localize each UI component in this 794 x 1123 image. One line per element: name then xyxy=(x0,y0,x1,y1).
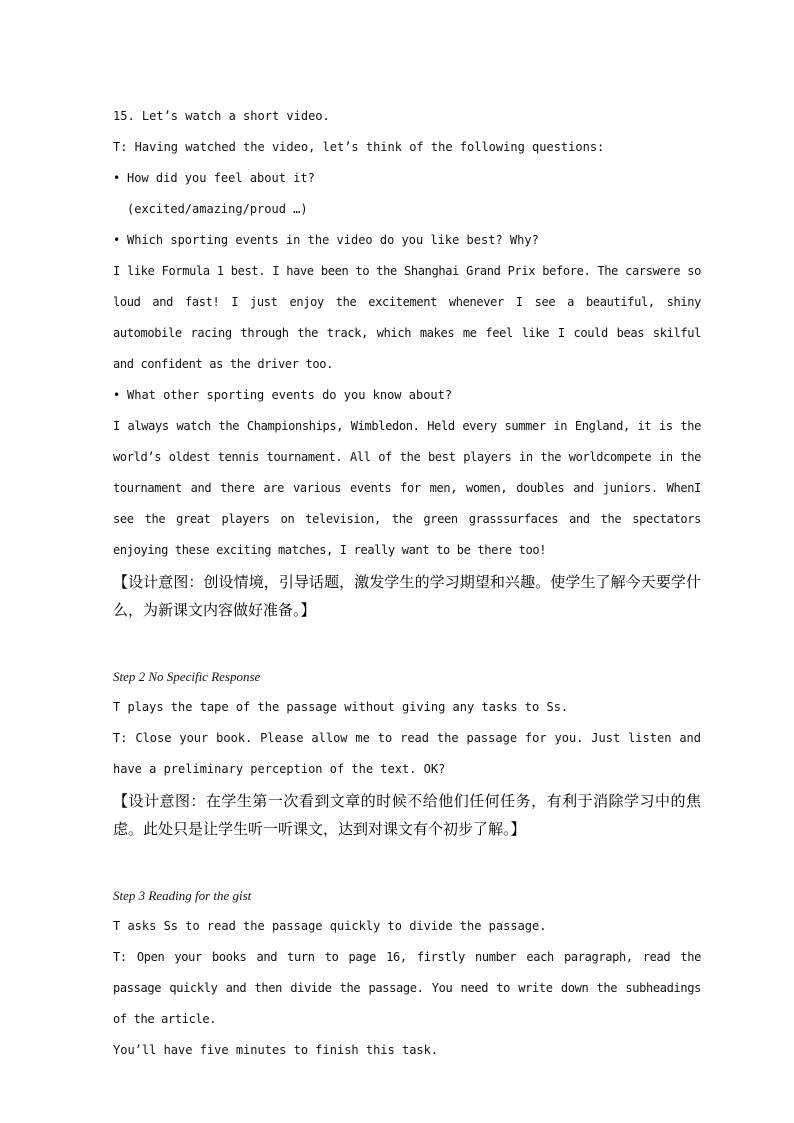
design-intent-note-2: 【设计意图：在学生第一次看到文章的时候不给他们任何任务，有利于消除学习中的焦虑。此处只是让学生听一听课文，达到对课文有个初步了解。】 xyxy=(113,792,701,838)
bullet-icon: • xyxy=(113,233,121,247)
bullet-icon: • xyxy=(113,171,121,185)
question-feel-hint: (excited/amazing/proud …) xyxy=(127,202,308,216)
answer-wimbledon: I always watch the Championships, Wimbledon. Held every summer in England, it is the world’s oldest tennis tournament. All of the best players in the worldcompete in the tournament and there are various events for men, women, doubles and juniors. WhenI see the great players on television, the green grasssurfaces and the spectators enjoying these exciting matches, I really want to be there too! xyxy=(113,419,701,557)
bullet-icon: • xyxy=(113,388,121,402)
item-15-heading: 15. Let’s watch a short video. xyxy=(113,109,330,123)
question-other-events xyxy=(113,380,701,411)
teacher-question-intro: T: Having watched the video, let’s think of the following questions: xyxy=(113,140,605,154)
document-body xyxy=(113,101,701,1066)
step-3-heading: Step 3 Reading for the gist xyxy=(113,888,252,903)
step-2-line-2: T: Close your book. Please allow me to read the passage for you. Just listen and have a preliminary perception of the text. OK? xyxy=(113,731,701,776)
step-2-heading: Step 2 No Specific Response xyxy=(113,669,261,684)
answer-formula-1: I like Formula 1 best. I have been to the Shanghai Grand Prix before. The carswere so loud and fast! I just enjoy the excitement whenever I see a beautiful, shiny automobile racing through the track, which makes me feel like I could beas skilful and confident as the driver too. xyxy=(113,264,701,371)
question-favorite-event xyxy=(113,225,701,256)
step-3-line-3: You’ll have five minutes to finish this task. xyxy=(113,1043,439,1057)
question-other-events-text: What other sporting events do you know about? xyxy=(127,388,453,402)
step-3-line-2: T: Open your books and turn to page 16, firstly number each paragraph, read the passage quickly and then divide the passage. You need to write down the subheadings of the article. xyxy=(113,950,701,1026)
question-feel-text: How did you feel about it? xyxy=(127,171,315,185)
design-intent-note-1: 【设计意图：创设情境，引导话题，激发学生的学习期望和兴趣。使学生了解今天要学什么，为新课文内容做好准备。】 xyxy=(113,573,701,619)
step-3-line-1: T asks Ss to read the passage quickly to divide the passage. xyxy=(113,919,547,933)
question-favorite-event-text: Which sporting events in the video do you like best? Why? xyxy=(127,233,539,247)
question-feel xyxy=(113,163,701,194)
step-2-line-1: T plays the tape of the passage without giving any tasks to Ss. xyxy=(113,700,569,714)
